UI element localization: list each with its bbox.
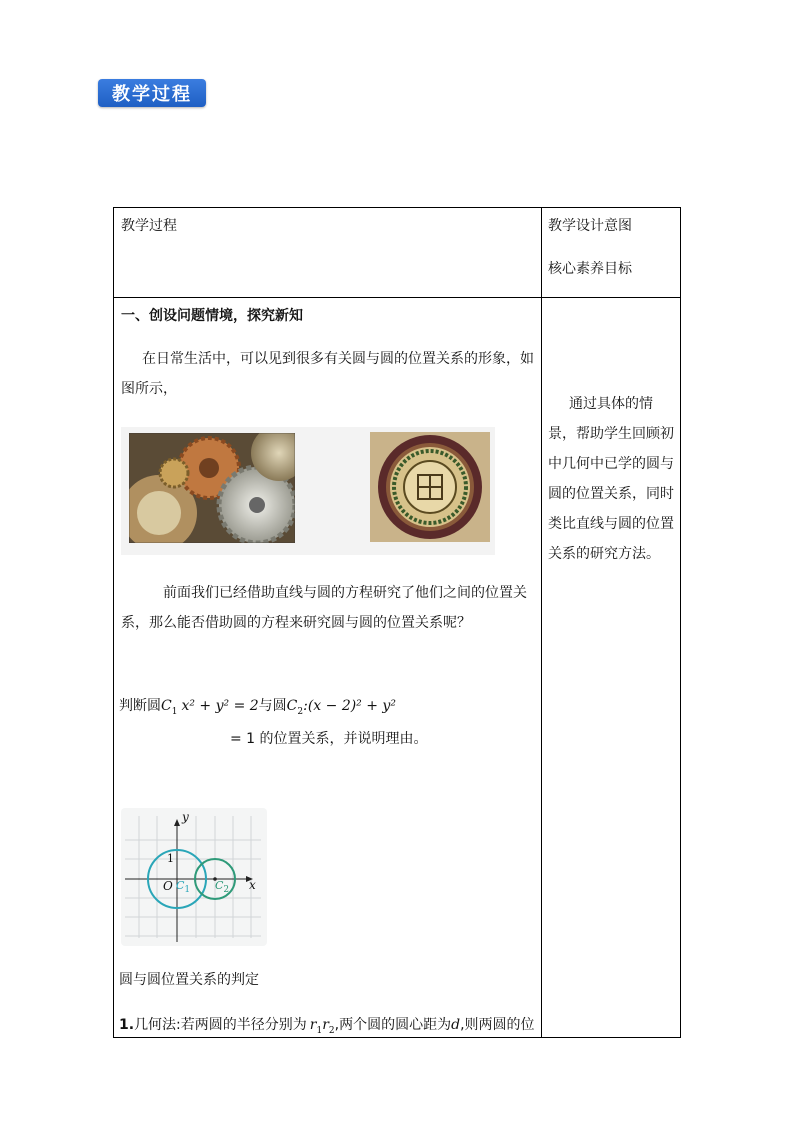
radius-r2: $r_2$ (322, 1017, 335, 1036)
round-plaque-photo (370, 432, 490, 542)
header-divider (114, 297, 680, 298)
item-text-c: ,则两圆的位 (460, 1017, 535, 1033)
item-text-b: ,两个圆的圆心距为 (334, 1017, 452, 1033)
radius-r1: $r_1$ (309, 1017, 323, 1036)
coordinate-figure (121, 808, 267, 946)
problem-prefix: 判断圆 (119, 698, 161, 714)
section-badge (98, 79, 206, 107)
intro-paragraph: 在日常生活中，可以见到很多有关圆与圆的位置关系的形象，如图所示， (121, 351, 534, 397)
figure-y-label: y (182, 810, 189, 824)
design-intent-note: 通过具体的情景，帮助学生回顾初中几何中已学的圆与圆的位置关系，同时类比直线与圆的位置关系的研究方法。 (548, 396, 674, 562)
distance-d: d (451, 1017, 461, 1033)
circle-c1-label: $C_1$ (161, 698, 178, 717)
problem-mid: 与圆 (258, 698, 287, 714)
figure-unit-label: 1 (167, 852, 174, 865)
circle-c1-equation: x² + y² = 2 (181, 698, 259, 714)
circle-c2-equation: :(x − 2)² + y² (303, 698, 396, 714)
header-right-design: 教学设计意图 (548, 218, 632, 234)
figure-x-label: x (249, 878, 256, 892)
problem-line-2: = 1 的位置关系，并说明理由。 (230, 731, 428, 747)
item-number: 1. (119, 1017, 135, 1033)
geometric-method-line (119, 1015, 535, 1041)
figure-origin-label: O (163, 879, 173, 893)
figure-c1-label: $C_1$ (176, 879, 191, 896)
circle-c2-label: $C_2$ (286, 698, 304, 717)
transition-paragraph: 前面我们已经借助直线与圆的方程研究了他们之间的位置关系，那么能否借助圆的方程来研究圆与圆的位置关系呢？ (121, 585, 527, 631)
figure-c2-label: $C_2$ (215, 879, 230, 896)
section-badge-label: 教学过程 (112, 84, 192, 105)
clock-gears-photo (129, 433, 295, 543)
column-divider (541, 208, 542, 1037)
header-left: 教学过程 (121, 218, 177, 234)
header-right-goal: 核心素养目标 (548, 261, 632, 277)
item-text-a: 几何法:若两圆的半径分别为 (134, 1017, 307, 1033)
problem-line-1 (119, 696, 396, 722)
subheading: 圆与圆位置关系的判定 (119, 972, 259, 988)
lesson-table (113, 207, 681, 1038)
section-title: 一、创设问题情境，探究新知 (121, 308, 303, 324)
